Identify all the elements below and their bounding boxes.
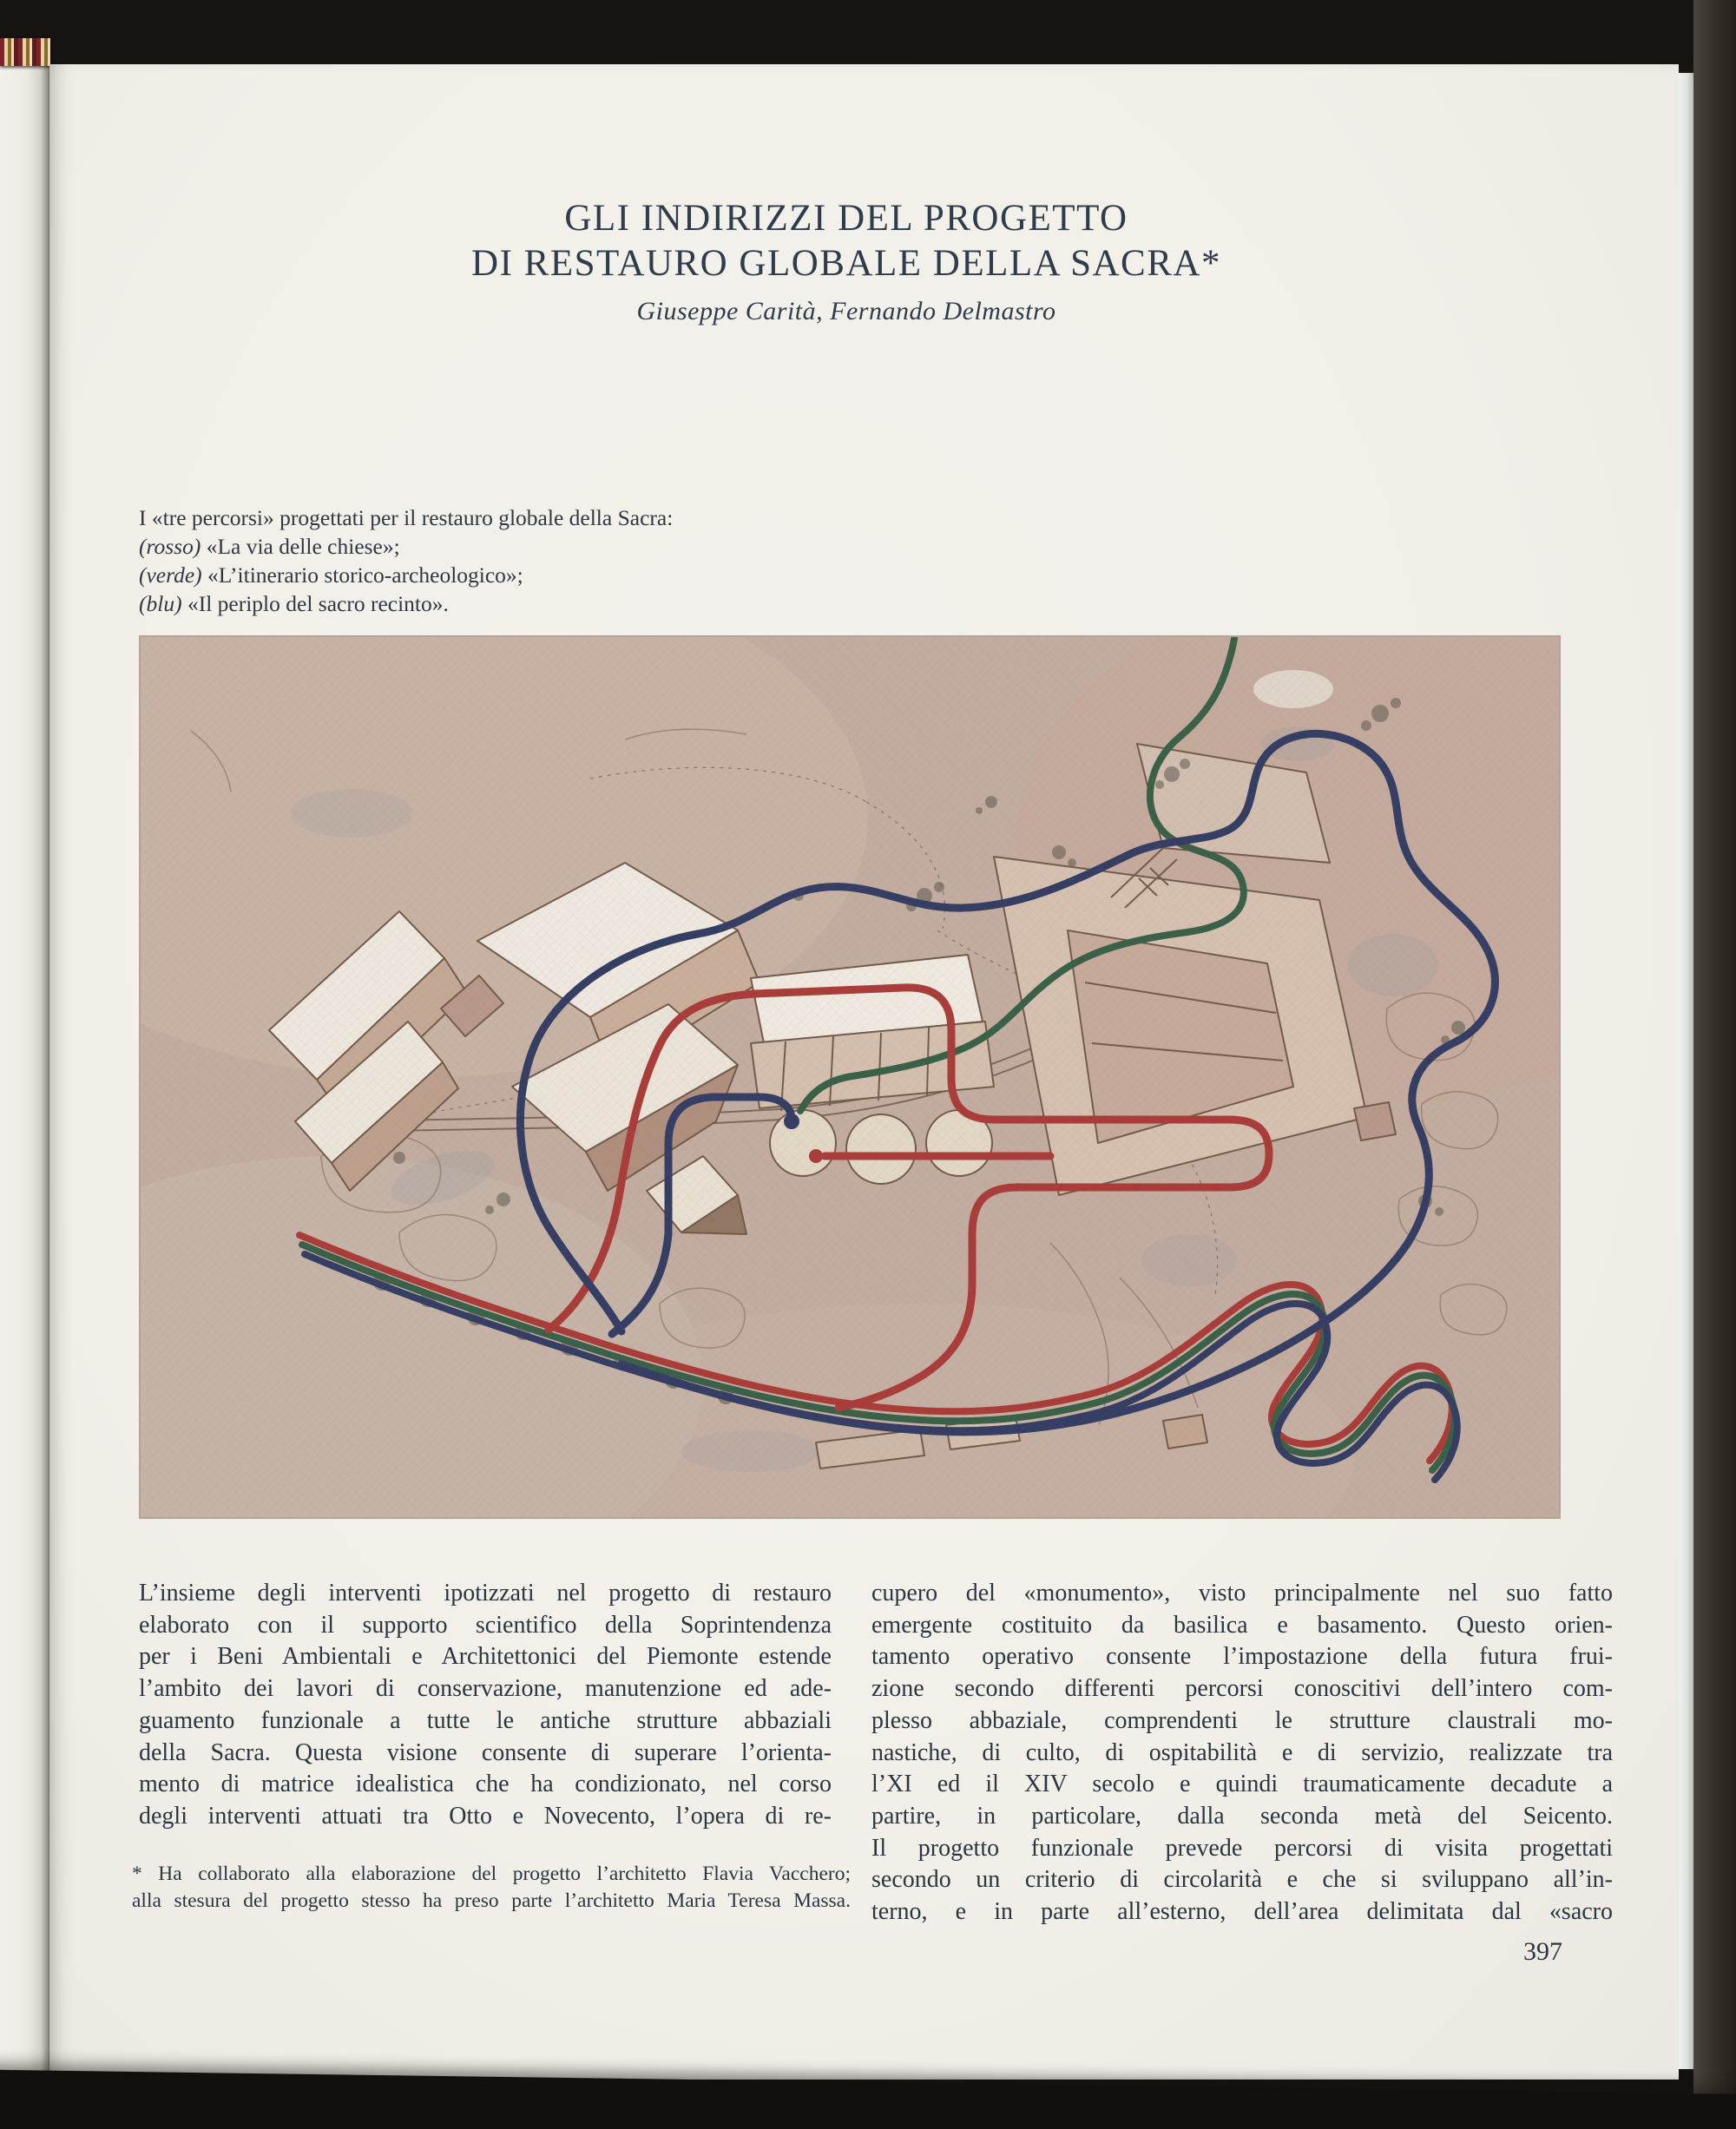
map-figure [139, 635, 1561, 1519]
facing-page-sliver [0, 62, 49, 2078]
caption-text-blue: «Il periplo del sacro recinto». [181, 591, 449, 616]
text-line: guamento funzionale a tutte le antiche strutture abbaziali [139, 1706, 832, 1734]
article-title-line-1: GLI INDIRIZZI DEL PROGETTO [564, 198, 1128, 239]
text-line: degli interventi attuati tra Otto e Novecento, l’opera di re- [139, 1802, 832, 1830]
caption-item-green [139, 561, 816, 589]
footnote-line: alla stesura del progetto stesso ha preso parte l’architetto Maria Teresa Massa. [132, 1889, 851, 1912]
body-column-left [139, 1578, 832, 1833]
caption-term-green: (verde) [139, 562, 202, 588]
article-header [139, 196, 1554, 326]
caption-term-blue: (blu) [139, 591, 182, 616]
article-title-line-2: DI RESTAURO GLOBALE DELLA SACRA* [471, 243, 1221, 284]
caption-item-red [139, 532, 816, 561]
figure-caption [139, 503, 816, 618]
text-line: l’XI ed il XIV secolo e quindi traumaticamente decadute a [871, 1771, 1613, 1798]
page-edge [1679, 73, 1693, 2069]
text-line: L’insieme degli interventi ipotizzati nel progetto di restauro [139, 1580, 832, 1607]
book-right-edge [1693, 0, 1736, 2129]
book-headband [0, 38, 50, 66]
text-line: mento di matrice idealistica che ha condizionato, nel corso [139, 1771, 832, 1798]
text-line: elaborato con il supporto scientifico della Soprintendenza [139, 1611, 832, 1639]
text-line: secondo un criterio di circolarità e che si sviluppano all’in- [871, 1866, 1613, 1894]
text-line: terno, e in parte all’esterno, dell’area delimitata dal «sacro [871, 1898, 1613, 1926]
caption-item-blue [139, 589, 816, 618]
text-line: emergente costituito da basilica e basamento. Questo orien- [871, 1611, 1613, 1639]
text-line: l’ambito dei lavori di conservazione, manutenzione ed ade- [139, 1675, 832, 1703]
text-line: partire, in particolare, dalla seconda metà del Seicento. [871, 1802, 1613, 1830]
text-line: cupero del «monumento», visto principalmente nel suo fatto [871, 1580, 1613, 1607]
text-line: Il progetto funzionale prevede percorsi di visita progettati [871, 1834, 1613, 1862]
text-line: zione secondo differenti percorsi conoscitivi dell’intero com- [871, 1675, 1613, 1703]
map-illustration [139, 635, 1561, 1519]
footnote [132, 1861, 851, 1915]
text-line: plesso abbaziale, comprendenti le strutture claustrali mo- [871, 1706, 1613, 1734]
caption-term-red: (rosso) [139, 534, 201, 559]
text-line: tamento operativo consente l’impostazione della futura frui- [871, 1643, 1613, 1671]
caption-intro: I «tre percorsi» progettati per il restauro globale della Sacra: [139, 505, 674, 530]
book-top-edge [0, 0, 1736, 69]
text-line: della Sacra. Questa visione consente di superare l’orienta- [139, 1738, 832, 1766]
page-number: 397 [1523, 1937, 1562, 1966]
footnote-line: * Ha collaborato alla elaborazione del progetto l’architetto Flavia Vacchero; [132, 1863, 851, 1885]
caption-text-green: «L’itinerario storico-archeologico»; [201, 562, 523, 588]
body-column-right [871, 1578, 1613, 1929]
text-line: nastiche, di culto, di ospitabilità e di servizio, realizzate tra [871, 1738, 1613, 1766]
caption-text-red: «La via delle chiese»; [201, 534, 400, 559]
text-line: per i Beni Ambientali e Architettonici del Piemonte estende [139, 1643, 832, 1671]
article-authors: Giuseppe Carità, Fernando Delmastro [636, 297, 1056, 325]
